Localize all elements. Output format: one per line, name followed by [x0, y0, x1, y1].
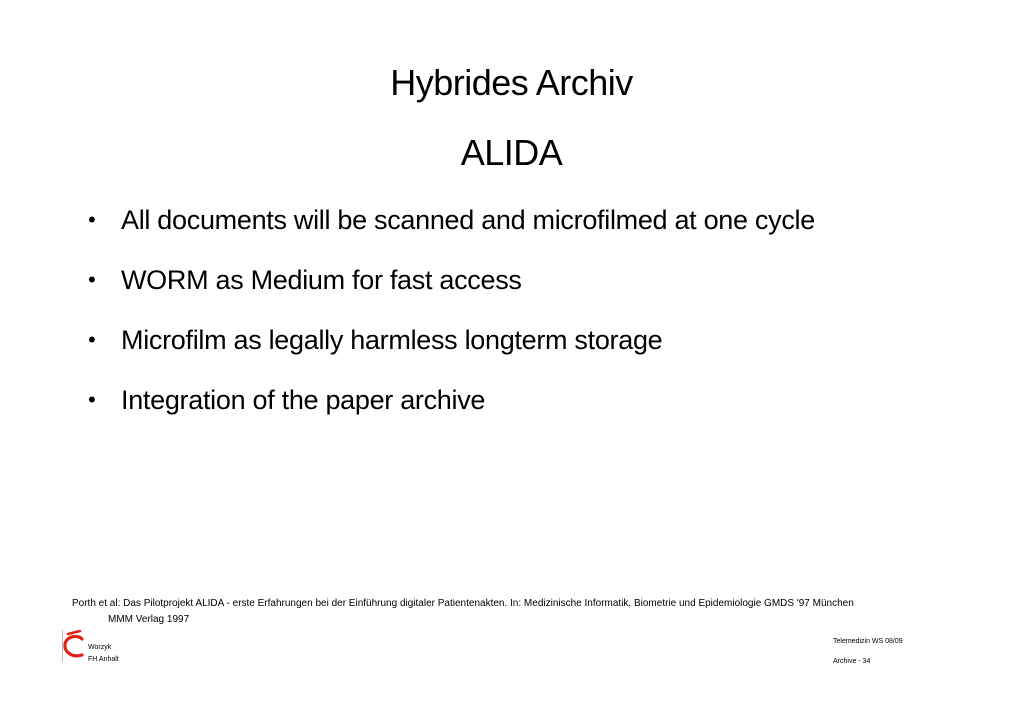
reference-line-1: Porth et al: Das Pilotprojekt ALIDA - erste Erfahrungen bei der Einführung digitaler Patientenakten. In: Medizinische Informatik, Biometrie und Epidemiologie GMDS '97 München — [72, 598, 854, 609]
bullet-icon: • — [88, 387, 96, 412]
bullet-item — [88, 260, 968, 320]
bullet-text: Integration of the paper archive — [121, 385, 486, 415]
bullet-item — [88, 380, 968, 440]
footer-institution: FH Anhalt — [88, 656, 119, 663]
bullet-list — [88, 200, 968, 440]
bullet-item — [88, 320, 968, 380]
bullet-text: All documents will be scanned and microfilmed at one cycle — [121, 205, 815, 235]
slide-subtitle: ALIDA — [460, 132, 563, 173]
reference-citation — [72, 596, 972, 628]
footer-left — [88, 642, 119, 666]
bullet-icon: • — [88, 327, 96, 352]
footer-author: Worzyk — [88, 644, 112, 651]
footer-page-number: Archive - 34 — [833, 658, 871, 665]
bullet-text: Microfilm as legally harmless longterm storage — [121, 325, 663, 355]
bullet-icon: • — [88, 267, 96, 292]
slide-title: Hybrides Archiv — [390, 62, 633, 103]
bullet-item — [88, 200, 968, 260]
footer-right — [833, 635, 903, 669]
reference-line-2: MMM Verlag 1997 — [108, 614, 190, 625]
bullet-text: WORM as Medium for fast access — [121, 265, 522, 295]
bullet-icon: • — [88, 207, 96, 232]
fh-anhalt-logo-icon — [62, 630, 84, 662]
footer-course: Telemedizin WS 08/09 — [833, 638, 903, 645]
